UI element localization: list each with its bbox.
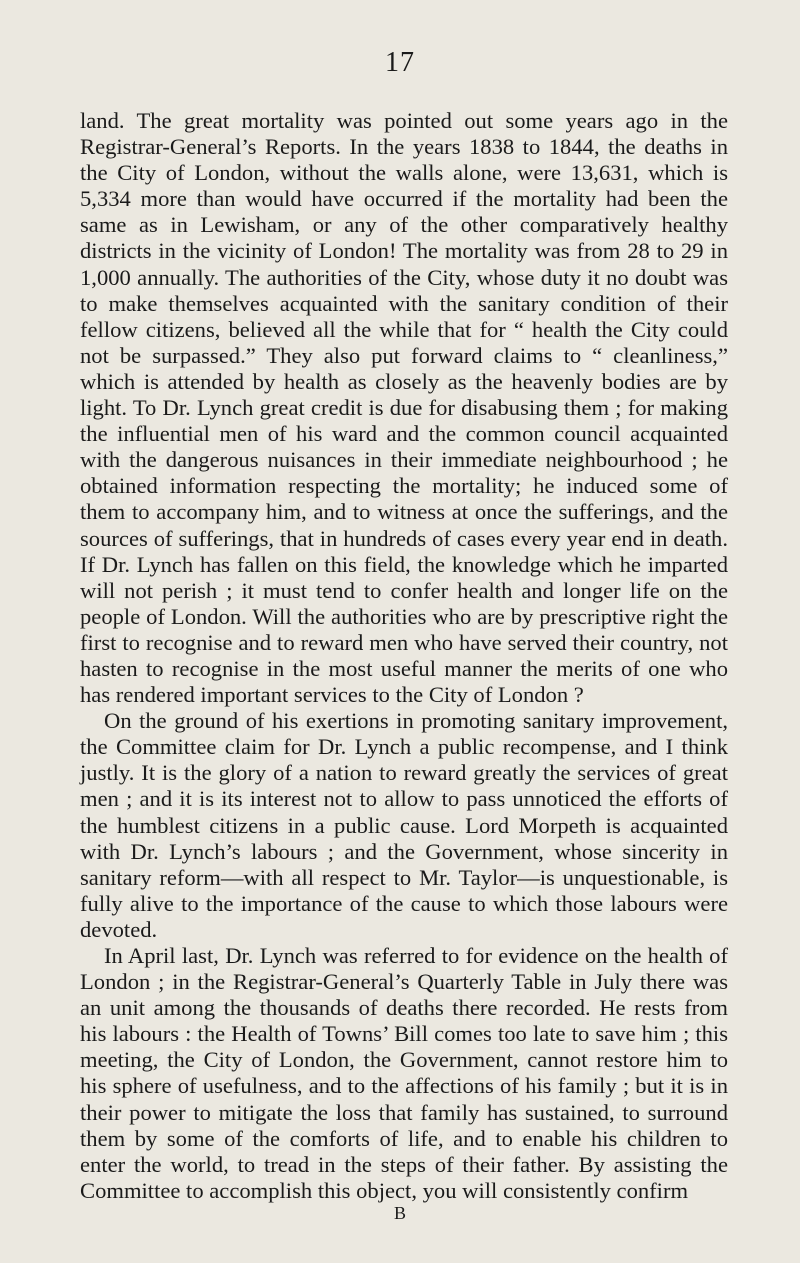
page-number: 17: [385, 47, 415, 78]
paragraph-1: land. The great mortality was pointed out some years ago in the Registrar-General’s Reports. In the years 1838 to 1844, the deaths in the City of London, without the walls alone, were 13,631, which is 5,334 more than would have occurred if the mortality had been the same as in Lewisham, or any of the other comparatively healthy districts in the vicinity of London! The mortality was from 28 to 29 in 1,000 annually. The authorities of the City, whose duty it no doubt was to make themselves acquainted with the sanitary condition of their fellow citizens, believed all the while that for “ health the City could not be surpassed.” They also put forward claims to “ cleanliness,” which is attended by health as closely as the heavenly bodies are by light. To Dr. Lynch great credit is due for disabusing them ; for making the influential men of his ward and the common council acquainted with the dangerous nuisances in their immediate neighbourhood ; he obtained information respecting the mortality; he induced some of them to accompany him, and to witness at once the sufferings, and the sources of sufferings, that in hundreds of cases every year end in death. If Dr. Lynch has fallen on this field, the knowledge which he imparted will not perish ; it must tend to confer health and longer life on the people of London. Will the authorities who are by prescriptive right the first to recognise and to reward men who have served their country, not hasten to recognise in the most useful manner the merits of one who has rendered important services to the City of London ?: [80, 108, 728, 708]
signature-mark: B: [393, 1203, 406, 1223]
paragraph-3: In April last, Dr. Lynch was referred to for evidence on the health of London ; in the Registrar-General’s Quarterly Table in July there was an unit among the thousands of deaths there recorded. He rests from his labours : the Health of Towns’ Bill comes too late to save him ; this meeting, the City of London, the Government, cannot restore him to his sphere of usefulness, and to the affections of his family ; but it is in their power to mitigate the loss that family has sustained, to surround them by some of the comforts of life, and to enable his children to enter the world, to tread in the steps of their father. By assisting the Committee to accomplish this object, you will consistently confirm: [80, 943, 728, 1203]
paragraph-2: On the ground of his exertions in promoting sanitary improvement, the Committee claim for Dr. Lynch a public recompense, and I think justly. It is the glory of a nation to reward greatly the services of great men ; and it is its interest not to allow to pass unnoticed the efforts of the humblest citizens in a public cause. Lord Morpeth is acquainted with Dr. Lynch’s labours ; and the Government, whose sincerity in sanitary reform—with all respect to Mr. Taylor—is unquestionable, is fully alive to the importance of the cause to which those labours were devoted.: [80, 708, 728, 942]
body-text: [80, 108, 728, 1204]
